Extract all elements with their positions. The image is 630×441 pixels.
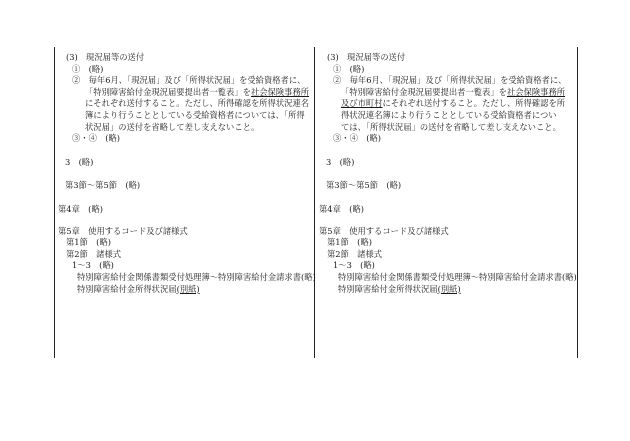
item-2-line-5: 状況届」の送付を省略して差し支えないこと。	[85, 121, 260, 132]
section-3-heading: (3) 現況届等の送付	[66, 52, 145, 62]
right-border-rule	[577, 47, 578, 358]
item-1: ① (略)	[72, 63, 104, 74]
center-divider-rule	[314, 47, 315, 358]
section-1: 第1節 (略)	[327, 237, 372, 248]
paragraph-3: 3 (略)	[326, 156, 355, 167]
form-list-2-text: 特別障害給付金所得状況届	[338, 283, 438, 294]
item-2-line-4: 簿により行うこととしている受給資格者については、「所得	[85, 109, 305, 120]
section-1: 第1節 (略)	[66, 237, 111, 248]
attachment-ref: (別紙)	[437, 283, 461, 294]
item-3-4: ③・④ (略)	[333, 133, 381, 144]
item-2-line-5: ては、「所得状況届」の送付を省略して差し支えないこと。	[341, 121, 561, 132]
form-list-1: 特別障害給付金関係書類受付処理簿～特別障害給付金請求書(略)	[77, 271, 316, 282]
right-column	[319, 52, 577, 295]
item-2-line-2	[319, 87, 577, 99]
item-2-line-4: 得状況連名簿により行うこととしている受給資格者につい	[341, 109, 557, 120]
item-2-line-3: にそれぞれ送付すること。ただし、所得確認を所得状況連名	[85, 98, 310, 109]
left-border-rule	[54, 47, 55, 358]
section-3-heading: (3) 現況届等の送付	[327, 52, 406, 62]
chapter-5: 第5章 使用するコード及び諸様式	[319, 225, 449, 236]
left-column	[58, 52, 316, 295]
attachment-ref: (別紙)	[176, 283, 200, 294]
item-2-text: にそれぞれ送付すること。ただし、所得確認を所	[382, 98, 566, 109]
items-1-to-3: 1～3 (略)	[72, 260, 114, 271]
form-list-2	[58, 284, 313, 296]
form-list-1: 特別障害給付金関係書類受付処理簿～特別障害給付金請求書(略)	[338, 271, 577, 282]
underlined-office: 社会保険事務所	[250, 86, 310, 97]
item-2-line-1: ② 毎年6月、「現況届」及び「所得状況届」を受給資格者に、	[333, 75, 567, 86]
section-2: 第2節 諸様式	[327, 248, 383, 259]
item-2-text: 「特別障害給付金現況届要提出者一覧表」を	[341, 86, 507, 97]
form-list-2-text: 特別障害給付金所得状況届	[77, 283, 177, 294]
sections-3-to-5: 第3節～第5節 (略)	[326, 180, 402, 191]
item-3-4: ③・④ (略)	[72, 133, 120, 144]
paragraph-3: 3 (略)	[65, 156, 94, 167]
item-2-text: 「特別障害給付金現況届要提出者一覧表」を	[85, 86, 251, 97]
item-2-line-3	[319, 98, 577, 110]
item-2-line-2	[58, 87, 313, 99]
item-1: ① (略)	[333, 63, 365, 74]
chapter-5: 第5章 使用するコード及び諸様式	[58, 225, 188, 236]
underlined-municipality: 及び市町村	[341, 98, 383, 109]
section-2: 第2節 諸様式	[66, 248, 122, 259]
sections-3-to-5: 第3節～第5節 (略)	[65, 180, 141, 191]
form-list-2	[319, 284, 577, 296]
item-2-line-1: ② 毎年6月、「現況届」及び「所得状況届」を受給資格者に、	[72, 75, 306, 86]
chapter-4: 第4章 (略)	[58, 203, 103, 214]
underlined-office: 社会保険事務所	[506, 86, 566, 97]
items-1-to-3: 1～3 (略)	[333, 260, 375, 271]
chapter-4: 第4章 (略)	[319, 203, 364, 214]
